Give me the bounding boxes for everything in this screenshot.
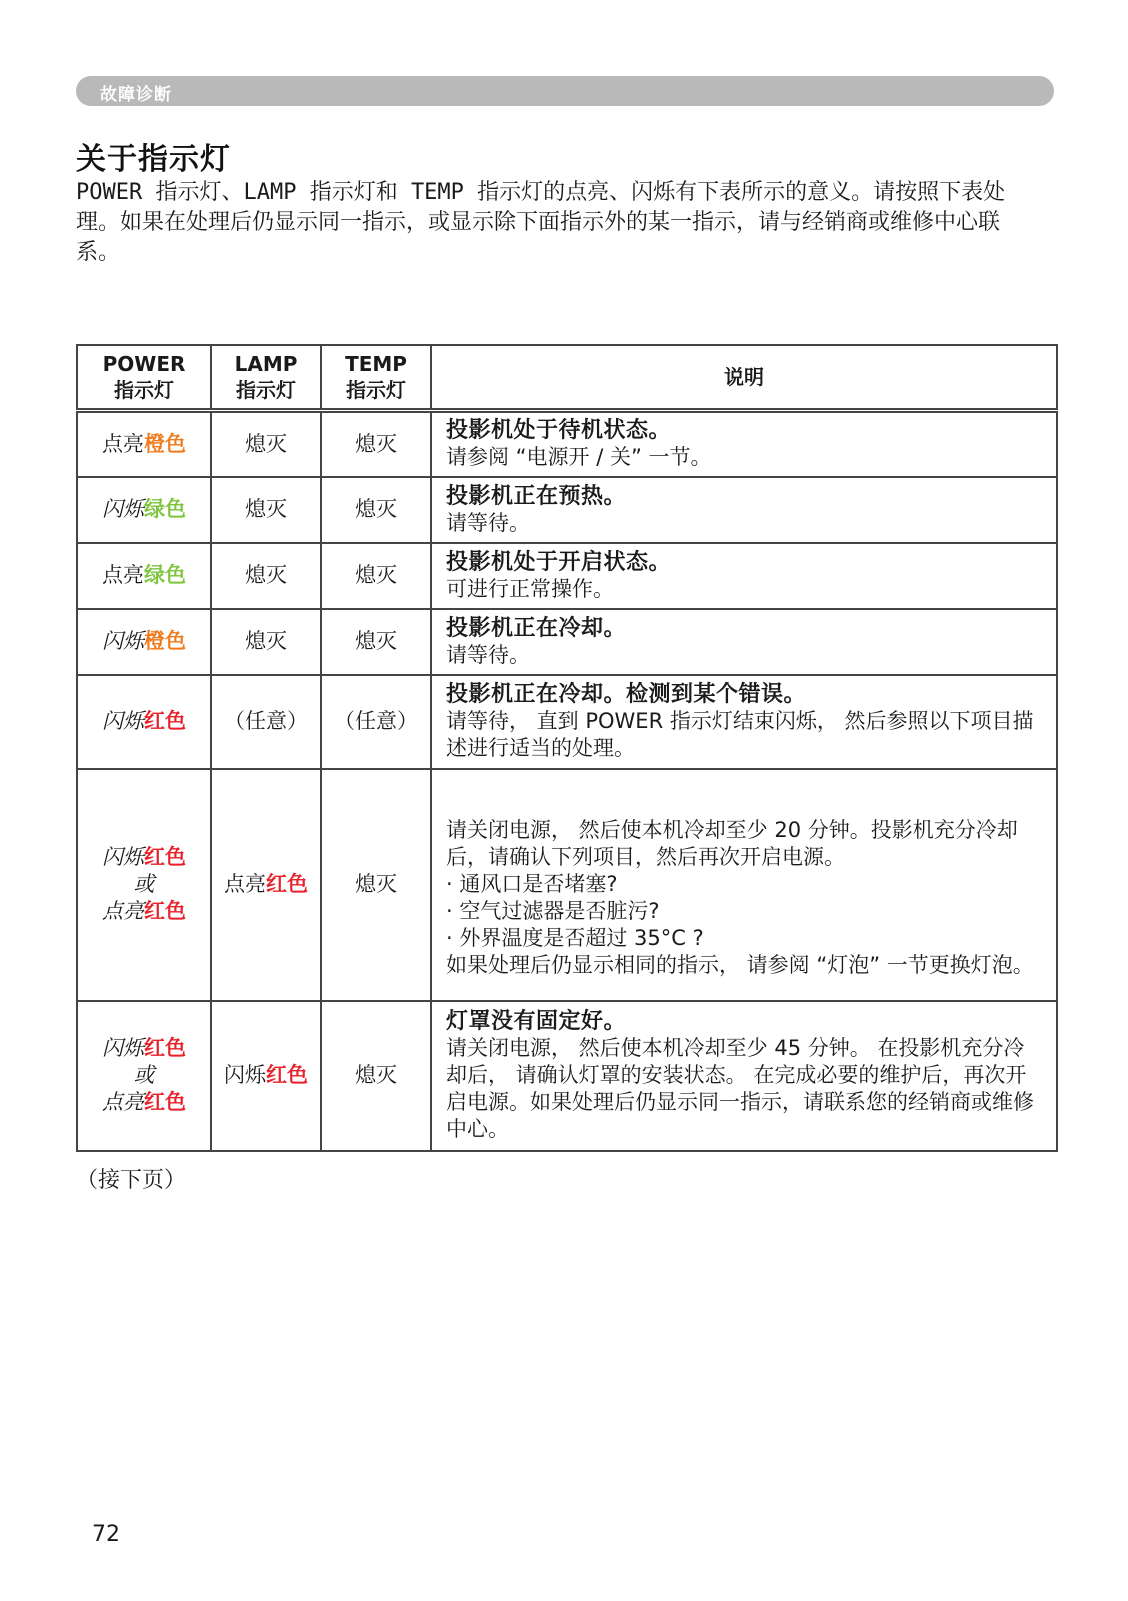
description-title: 投影机正在冷却。检测到某个错误。 bbox=[446, 682, 807, 707]
state-text: （任意） bbox=[334, 709, 418, 733]
state-text: （任意） bbox=[224, 709, 308, 733]
state-text: 熄灭 bbox=[355, 629, 397, 653]
state-text: 闪烁 bbox=[102, 1036, 144, 1060]
state-text: 闪烁 bbox=[102, 845, 144, 869]
state-text: 闪烁 bbox=[102, 497, 144, 521]
state-text: 或 bbox=[133, 872, 155, 896]
description-cell bbox=[431, 769, 1057, 1001]
header-power: POWER 指示灯 bbox=[77, 345, 211, 411]
table-row bbox=[77, 543, 1057, 609]
red-color-label: 红色 bbox=[144, 1090, 186, 1114]
lamp-indicator-state bbox=[211, 769, 321, 1001]
page-title: 关于指示灯 bbox=[76, 142, 231, 177]
red-color-label: 红色 bbox=[266, 872, 308, 896]
temp-indicator-state bbox=[321, 609, 431, 675]
temp-indicator-state bbox=[321, 1001, 431, 1151]
description-body: 可进行正常操作。 bbox=[446, 576, 614, 601]
table-row bbox=[77, 477, 1057, 543]
description-title: 灯罩没有固定好。 bbox=[446, 1009, 627, 1034]
state-text: 熄灭 bbox=[245, 497, 287, 521]
header-temp: TEMP 指示灯 bbox=[321, 345, 431, 411]
lamp-indicator-state bbox=[211, 477, 321, 543]
table-header-row bbox=[77, 345, 1057, 411]
description-body: 请等待。 bbox=[446, 642, 530, 667]
temp-indicator-state bbox=[321, 769, 431, 1001]
state-text: 熄灭 bbox=[355, 872, 397, 896]
description-body: 请关闭电源， 然后使本机冷却至少 45 分钟。 在投影机充分冷却后， 请确认灯罩的安装状态。 在完成必要的维护后，再次开启电源。如果处理后仍显示同一指示，请联系您的经销商或维修中心。 bbox=[446, 1036, 1034, 1141]
table-row bbox=[77, 411, 1057, 477]
state-text: 熄灭 bbox=[355, 497, 397, 521]
description-cell bbox=[431, 675, 1057, 769]
red-color-label: 红色 bbox=[144, 1036, 186, 1060]
table-row bbox=[77, 675, 1057, 769]
state-text: 熄灭 bbox=[355, 563, 397, 587]
header-description: 说明 bbox=[431, 345, 1057, 411]
green-color-label: 绿色 bbox=[144, 497, 186, 521]
red-color-label: 红色 bbox=[266, 1063, 308, 1087]
description-title: 投影机处于开启状态。 bbox=[446, 549, 672, 575]
power-indicator-state bbox=[77, 411, 211, 477]
state-text: 点亮 bbox=[102, 1090, 144, 1114]
description-title: 投影机正在冷却。 bbox=[446, 615, 627, 641]
continued-note: （接下页） bbox=[76, 1168, 187, 1193]
power-indicator-state bbox=[77, 1001, 211, 1151]
power-indicator-state bbox=[77, 543, 211, 609]
state-text: 闪烁 bbox=[102, 709, 144, 733]
table-row bbox=[77, 609, 1057, 675]
description-title: 投影机处于待机状态。 bbox=[446, 418, 672, 444]
table-row bbox=[77, 1001, 1057, 1151]
state-text: 熄灭 bbox=[245, 431, 287, 456]
description-body: 请等待。 bbox=[446, 510, 530, 535]
state-text: 点亮 bbox=[102, 431, 144, 456]
state-text: 点亮 bbox=[102, 563, 144, 587]
power-indicator-state bbox=[77, 675, 211, 769]
state-text: 熄灭 bbox=[245, 563, 287, 587]
lamp-indicator-state bbox=[211, 543, 321, 609]
red-color-label: 红色 bbox=[144, 899, 186, 923]
green-color-label: 绿色 bbox=[144, 563, 186, 587]
state-text: 点亮 bbox=[102, 899, 144, 923]
state-text: 点亮 bbox=[224, 872, 266, 896]
state-text: 熄灭 bbox=[355, 1063, 397, 1087]
power-indicator-state bbox=[77, 609, 211, 675]
state-text: 闪烁 bbox=[102, 629, 144, 653]
page-number: 72 bbox=[92, 1522, 120, 1547]
header-lamp: LAMP 指示灯 bbox=[211, 345, 321, 411]
power-indicator-state bbox=[77, 477, 211, 543]
state-text: 或 bbox=[133, 1063, 155, 1087]
orange-color-label: 橙色 bbox=[144, 629, 186, 653]
description-cell bbox=[431, 411, 1057, 477]
section-header-bar bbox=[76, 76, 1054, 106]
temp-indicator-state bbox=[321, 477, 431, 543]
table-row bbox=[77, 769, 1057, 1001]
indicator-table bbox=[76, 344, 1058, 1152]
lamp-indicator-state bbox=[211, 609, 321, 675]
state-text: 熄灭 bbox=[355, 431, 397, 456]
section-label: 故障诊断 bbox=[100, 85, 172, 105]
state-text: 熄灭 bbox=[245, 629, 287, 653]
orange-color-label: 橙色 bbox=[144, 431, 186, 456]
temp-indicator-state bbox=[321, 675, 431, 769]
red-color-label: 红色 bbox=[144, 709, 186, 733]
description-cell bbox=[431, 543, 1057, 609]
power-indicator-state bbox=[77, 769, 211, 1001]
description-body: 请关闭电源， 然后使本机冷却至少 20 分钟。投影机充分冷却后，请确认下列项目，然后再次开启电源。 · 通风口是否堵塞? · 空气过滤器是否脏污? · 外界温度是否超过 35°C ? 如果处理后仍显示相同的指示， 请参阅 “灯泡” 一节更换灯泡。 bbox=[446, 818, 1034, 977]
lamp-indicator-state bbox=[211, 1001, 321, 1151]
description-cell bbox=[431, 609, 1057, 675]
red-color-label: 红色 bbox=[144, 845, 186, 869]
state-text: 闪烁 bbox=[224, 1063, 266, 1087]
lamp-indicator-state bbox=[211, 411, 321, 477]
lamp-indicator-state bbox=[211, 675, 321, 769]
description-title: 投影机正在预热。 bbox=[446, 483, 627, 509]
description-title bbox=[446, 790, 1044, 817]
description-body: 请等待， 直到 POWER 指示灯结束闪烁， 然后参照以下项目描述进行适当的处理。 bbox=[446, 709, 1034, 760]
intro-paragraph: POWER 指示灯、LAMP 指示灯和 TEMP 指示灯的点亮、闪烁有下表所示的意义。请按照下表处理。如果在处理后仍显示同一指示，或显示除下面指示外的某一指示，请与经销商或维修中心联系。 bbox=[76, 180, 1006, 265]
temp-indicator-state bbox=[321, 543, 431, 609]
description-body: 请参阅 “电源开 / 关” 一节。 bbox=[446, 445, 712, 470]
temp-indicator-state bbox=[321, 411, 431, 477]
description-cell bbox=[431, 477, 1057, 543]
description-cell bbox=[431, 1001, 1057, 1151]
